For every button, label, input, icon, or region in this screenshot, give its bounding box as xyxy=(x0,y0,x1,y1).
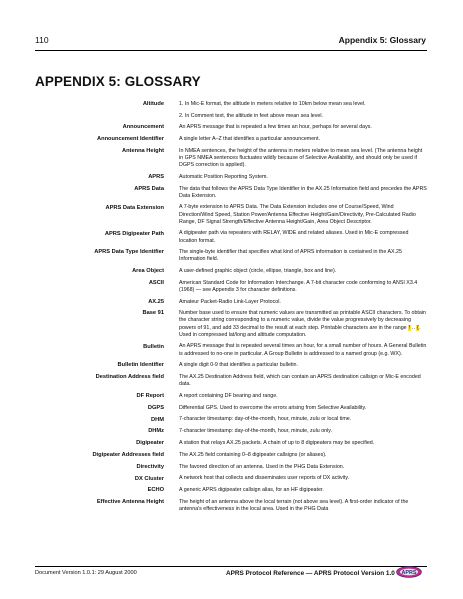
glossary-definition: A 7-byte extension to APRS Data. The Data Extension includes one of Course/Speed, Wind Direction/Wind Speed, Station Power/Antenna Effective Height/Gain/Directivity, Pre-Calculated Radio Range, DF Signal Strength/Effective Antenna Height/Gain, Area Object Descriptor. xyxy=(179,204,416,225)
glossary-term: Announcement xyxy=(122,124,164,131)
document-version: Document Version 1.0.1: 29 August 2000 xyxy=(35,570,137,576)
glossary-entry xyxy=(35,310,427,339)
glossary-definitions xyxy=(179,452,427,459)
glossary-definition: An APRS message that is repeated several times an hour, for a small number of hours. A General Bulletin is addressed to no-one in particular. A Group Bulletin is addressed to a named group (e.g. WX). xyxy=(179,343,427,357)
glossary-definitions xyxy=(179,393,427,400)
glossary-definition: A generic APRS digipeater callsign alias, for an HF digipeater. xyxy=(179,487,324,494)
glossary-definitions xyxy=(179,230,427,244)
glossary-entry xyxy=(35,487,427,494)
glossary-term: Digipeater xyxy=(136,440,164,447)
highlight-mark: { xyxy=(416,324,419,331)
glossary-entry xyxy=(35,249,427,263)
glossary-entry xyxy=(35,101,427,120)
glossary-entry xyxy=(35,428,427,435)
glossary-term: Bulletin xyxy=(143,343,164,350)
glossary-term: DHMz xyxy=(148,428,164,435)
glossary-term: ECHO xyxy=(147,487,164,494)
glossary-entry xyxy=(35,416,427,423)
glossary-definitions xyxy=(179,136,427,143)
glossary-entry xyxy=(35,452,427,459)
glossary-term: Directivity xyxy=(136,463,164,470)
glossary-definitions xyxy=(179,310,427,339)
glossary-definition: The AX.25 Destination Address field, which can contain an APRS destination callsign or Mic-E encoded data. xyxy=(179,374,421,388)
glossary-definitions xyxy=(179,428,427,435)
glossary-definition: The data that follows the APRS Data Type Identifier in the AX.25 Information field and precedes the APRS Data Extension. xyxy=(179,185,427,199)
glossary-term: Announcement Identifier xyxy=(97,136,164,143)
glossary-entry xyxy=(35,299,427,306)
glossary-term: DGPS xyxy=(147,404,164,411)
glossary-term: ASCII xyxy=(148,279,164,286)
glossary-definition: American Standard Code for Information Interchange. A 7-bit character code conforming to ANSI X3.4 (1968) — see Appendix 3 for character definitions. xyxy=(179,279,418,293)
glossary-definitions xyxy=(179,440,427,447)
glossary-definitions xyxy=(179,475,427,482)
page-title: APPENDIX 5: GLOSSARY xyxy=(35,74,201,89)
aprs-logo-text: APRS xyxy=(401,570,417,576)
glossary-definition: The favored direction of an antenna. Used in the PHG Data Extension. xyxy=(179,463,345,470)
glossary-definitions xyxy=(179,268,427,275)
glossary-term: APRS Digipeater Path xyxy=(104,230,164,237)
glossary-term: Base 91 xyxy=(142,310,164,317)
glossary-definitions xyxy=(179,148,427,170)
glossary-list xyxy=(35,101,427,518)
glossary-definition: Automatic Position Reporting System. xyxy=(179,173,268,180)
glossary-entry xyxy=(35,362,427,369)
glossary-entry xyxy=(35,148,427,170)
glossary-entry xyxy=(35,374,427,388)
glossary-definition: 7-character timestamp: day-of-the-month, hour, minute, zulu only. xyxy=(179,428,332,435)
glossary-definition: 7-character timestamp: day-of-the-month, hour, minute, zulu or local time. xyxy=(179,416,352,423)
glossary-term: Altitude xyxy=(142,101,164,108)
glossary-definition: The single-byte identifier that specifies what kind of APRS information is contained in the AX.25 Information field. xyxy=(179,249,402,263)
glossary-term: Bulletin Identifier xyxy=(117,362,164,369)
glossary-definitions xyxy=(179,405,427,412)
footer-rule xyxy=(35,566,427,567)
glossary-entry xyxy=(35,124,427,131)
glossary-definition: Differential GPS. Used to overcome the errors arising from Selective Availability. xyxy=(179,404,367,411)
glossary-term: DHM xyxy=(151,416,164,423)
glossary-entry xyxy=(35,204,427,226)
glossary-entry xyxy=(35,475,427,482)
glossary-entry xyxy=(35,268,427,275)
aprs-logo xyxy=(396,566,422,578)
glossary-term: APRS xyxy=(148,173,164,180)
glossary-definition: Number base used to ensure that numeric values are transmitted as printable ASCII characters. To obtain the character string corresponding to a numeric value, divide the value progressively by decreasing powers of 91, and add 33 decimal to the result at each step. Printable characters are in the range ! .. {. Used in compressed lat/long and altitude computation. xyxy=(179,310,426,338)
glossary-definition: The height of an antenna above the local terrain (not above sea level). A first-order indicator of the antenna's effectiveness in the local area. Used in the PHG Data xyxy=(179,498,409,513)
glossary-entry xyxy=(35,440,427,447)
glossary-definitions xyxy=(179,343,427,357)
glossary-definition: In NMEA sentences, the height of the antenna in meters relative to mean sea level. (The antenna height in GPS NMEA sentences fluctuates wildly because of Selective Availability, and should only be used if DGPS correction is applied). xyxy=(179,147,423,169)
glossary-definitions xyxy=(179,416,427,423)
glossary-definitions xyxy=(179,499,427,513)
glossary-definition: 2. In Comment text, the altitude in feet above mean sea level. xyxy=(179,112,323,119)
glossary-term: Destination Address field xyxy=(95,374,164,381)
glossary-entry xyxy=(35,393,427,400)
glossary-definitions xyxy=(179,280,427,294)
glossary-entry xyxy=(35,343,427,357)
glossary-definition: An APRS message that is repeated a few times an hour, perhaps for several days. xyxy=(179,124,372,131)
glossary-term: DX Cluster xyxy=(134,475,164,482)
glossary-entry xyxy=(35,136,427,143)
section-title: Appendix 5: Glossary xyxy=(338,35,426,45)
glossary-entry xyxy=(35,280,427,294)
glossary-term: APRS Data xyxy=(134,185,164,192)
glossary-definition: 1. In Mic-E format, the altitude in meters relative to 10km below mean sea level. xyxy=(179,101,366,107)
glossary-entry xyxy=(35,174,427,181)
glossary-definition: Amateur Packet-Radio Link-Layer Protocol. xyxy=(179,298,281,305)
glossary-term: APRS Data Type Identifier xyxy=(94,249,164,256)
glossary-entry xyxy=(35,405,427,412)
glossary-term: Digipeater Addresses field xyxy=(92,451,164,458)
glossary-definitions xyxy=(179,362,427,369)
header-rule xyxy=(35,50,427,51)
glossary-term: APRS Data Extension xyxy=(105,204,164,211)
glossary-term: AX.25 xyxy=(148,298,164,305)
glossary-definition: A user-defined graphic object (circle, ellipse, triangle, box and line). xyxy=(179,267,337,274)
highlight-mark: ! xyxy=(408,324,411,331)
glossary-definitions xyxy=(179,101,427,120)
glossary-definitions xyxy=(179,299,427,306)
glossary-definitions xyxy=(179,464,427,471)
glossary-definitions xyxy=(179,249,427,263)
glossary-entry xyxy=(35,230,427,244)
glossary-entry xyxy=(35,464,427,471)
footer-title: APRS Protocol Reference — APRS Protocol Version 1.0 xyxy=(226,569,395,577)
glossary-definition: A digipeater path via repeaters with RELAY, WIDE and related aliases. Used in Mic-E compressed location format. xyxy=(179,230,409,244)
glossary-definitions xyxy=(179,374,427,388)
page-number: 110 xyxy=(35,35,49,45)
glossary-entry xyxy=(35,186,427,200)
glossary-entry xyxy=(35,499,427,513)
glossary-definitions xyxy=(179,487,427,494)
glossary-definition: A network host that collects and disseminates user reports of DX activity. xyxy=(179,475,350,482)
glossary-definition: A single digit 0-9 that identifies a particular bulletin. xyxy=(179,362,298,369)
glossary-definitions xyxy=(179,204,427,226)
glossary-definition: A station that relays AX.25 packets. A chain of up to 8 digipeaters may be specified. xyxy=(179,439,375,446)
glossary-definition: A single letter A–Z that identifies a particular announcement. xyxy=(179,135,321,142)
glossary-definitions xyxy=(179,186,427,200)
glossary-term: Effective Antenna Height xyxy=(96,499,164,506)
glossary-definitions xyxy=(179,174,427,181)
glossary-definition: A report containing DF bearing and range. xyxy=(179,392,278,399)
glossary-term: Area Object xyxy=(132,268,164,275)
glossary-term: DF Report xyxy=(136,393,164,400)
glossary-term: Antenna Height xyxy=(121,147,164,154)
glossary-definition: The AX.25 field containing 0–8 digipeater callsigns (or aliases). xyxy=(179,451,327,458)
glossary-definitions xyxy=(179,124,427,131)
